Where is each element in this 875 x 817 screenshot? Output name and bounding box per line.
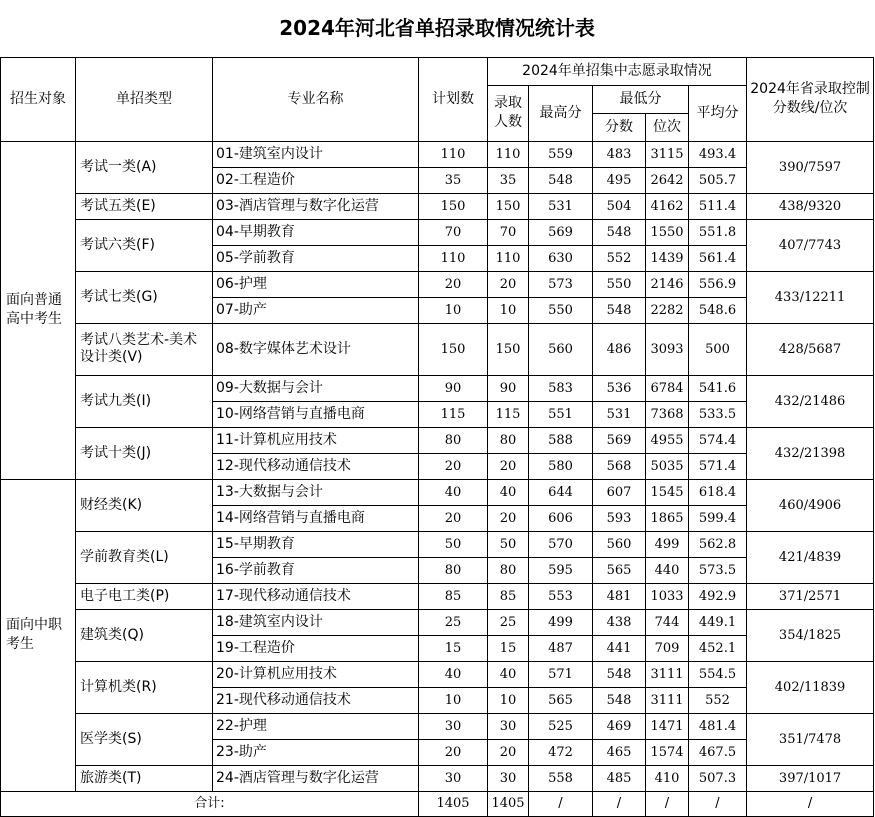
cell-min-score: 485 xyxy=(593,765,646,791)
cell-plan: 110 xyxy=(419,245,488,271)
cell-min-score: 465 xyxy=(593,739,646,765)
cell-max: 583 xyxy=(529,375,593,401)
cell-avg: 541.6 xyxy=(689,375,747,401)
cell-control: 407/7743 xyxy=(747,219,874,271)
cell-type: 考试十类(J) xyxy=(76,427,213,479)
cell-major: 06-护理 xyxy=(213,271,419,297)
cell-min-rank: 744 xyxy=(646,609,689,635)
cell-avg: 493.4 xyxy=(689,141,747,167)
table-row xyxy=(1,661,874,687)
cell-max: 550 xyxy=(529,297,593,323)
cell-major: 09-大数据与会计 xyxy=(213,375,419,401)
header-admitted: 录取人数 xyxy=(488,85,529,141)
cell-type: 考试六类(F) xyxy=(76,219,213,271)
cell-admitted: 80 xyxy=(488,557,529,583)
cell-control: 390/7597 xyxy=(747,141,874,193)
cell-major: 01-建筑室内设计 xyxy=(213,141,419,167)
cell-type: 计算机类(R) xyxy=(76,661,213,713)
cell-min-rank: 709 xyxy=(646,635,689,661)
cell-max: 630 xyxy=(529,245,593,271)
cell-avg: 449.1 xyxy=(689,609,747,635)
cell-admitted: 20 xyxy=(488,271,529,297)
cell-avg: 554.5 xyxy=(689,661,747,687)
cell-min-rank: 7368 xyxy=(646,401,689,427)
cell-avg: 467.5 xyxy=(689,739,747,765)
cell-min-score: 593 xyxy=(593,505,646,531)
cell-plan: 150 xyxy=(419,323,488,375)
cell-admitted: 20 xyxy=(488,505,529,531)
cell-major: 16-学前教育 xyxy=(213,557,419,583)
header-max: 最高分 xyxy=(529,85,593,141)
table-row xyxy=(1,479,874,505)
cell-major: 05-学前教育 xyxy=(213,245,419,271)
cell-admitted: 10 xyxy=(488,687,529,713)
cell-plan: 20 xyxy=(419,453,488,479)
cell-major: 15-早期教育 xyxy=(213,531,419,557)
cell-avg: 481.4 xyxy=(689,713,747,739)
cell-min-score: 550 xyxy=(593,271,646,297)
table-row xyxy=(1,583,874,609)
header-admission-group: 2024年单招集中志愿录取情况 xyxy=(488,57,747,85)
cell-avg: 573.5 xyxy=(689,557,747,583)
cell-plan: 10 xyxy=(419,297,488,323)
cell-plan: 30 xyxy=(419,765,488,791)
table-row xyxy=(1,141,874,167)
cell-max: 551 xyxy=(529,401,593,427)
cell-type: 医学类(S) xyxy=(76,713,213,765)
cell-min-rank: 2642 xyxy=(646,167,689,193)
cell-plan: 50 xyxy=(419,531,488,557)
cell-plan: 85 xyxy=(419,583,488,609)
cell-min-rank: 3111 xyxy=(646,661,689,687)
cell-max: 595 xyxy=(529,557,593,583)
table-row xyxy=(1,193,874,219)
cell-min-score: 536 xyxy=(593,375,646,401)
cell-target: 面向中职考生 xyxy=(1,479,76,791)
cell-admitted: 40 xyxy=(488,661,529,687)
header-min-rank: 位次 xyxy=(646,113,689,141)
cell-max: 548 xyxy=(529,167,593,193)
cell-avg: 574.4 xyxy=(689,427,747,453)
cell-avg: 548.6 xyxy=(689,297,747,323)
cell-admitted: 30 xyxy=(488,765,529,791)
cell-avg: 599.4 xyxy=(689,505,747,531)
total-admitted: 1405 xyxy=(488,791,529,816)
cell-admitted: 85 xyxy=(488,583,529,609)
table-row xyxy=(1,531,874,557)
cell-admitted: 30 xyxy=(488,713,529,739)
cell-admitted: 35 xyxy=(488,167,529,193)
cell-plan: 20 xyxy=(419,505,488,531)
cell-control: 351/7478 xyxy=(747,713,874,765)
table-body xyxy=(1,141,874,816)
cell-major: 17-现代移动通信技术 xyxy=(213,583,419,609)
header-major: 专业名称 xyxy=(213,57,419,141)
cell-avg: 551.8 xyxy=(689,219,747,245)
cell-admitted: 15 xyxy=(488,635,529,661)
cell-major: 22-护理 xyxy=(213,713,419,739)
header-plan: 计划数 xyxy=(419,57,488,141)
cell-avg: 556.9 xyxy=(689,271,747,297)
cell-admitted: 70 xyxy=(488,219,529,245)
cell-plan: 30 xyxy=(419,713,488,739)
cell-admitted: 90 xyxy=(488,375,529,401)
cell-min-rank: 3115 xyxy=(646,141,689,167)
cell-plan: 80 xyxy=(419,557,488,583)
cell-major: 04-早期教育 xyxy=(213,219,419,245)
cell-avg: 505.7 xyxy=(689,167,747,193)
cell-major: 12-现代移动通信技术 xyxy=(213,453,419,479)
cell-min-rank: 1574 xyxy=(646,739,689,765)
cell-min-score: 531 xyxy=(593,401,646,427)
cell-min-score: 481 xyxy=(593,583,646,609)
cell-admitted: 115 xyxy=(488,401,529,427)
cell-target: 面向普通高中考生 xyxy=(1,141,76,479)
table-row xyxy=(1,713,874,739)
cell-min-score: 495 xyxy=(593,167,646,193)
cell-major: 18-建筑室内设计 xyxy=(213,609,419,635)
cell-major: 03-酒店管理与数字化运营 xyxy=(213,193,419,219)
cell-plan: 70 xyxy=(419,219,488,245)
cell-max: 606 xyxy=(529,505,593,531)
page-title: 2024年河北省单招录取情况统计表 xyxy=(1,0,874,57)
cell-min-rank: 499 xyxy=(646,531,689,557)
cell-min-rank: 1033 xyxy=(646,583,689,609)
total-min: / xyxy=(593,791,646,816)
cell-max: 571 xyxy=(529,661,593,687)
total-avg: / xyxy=(689,791,747,816)
header-control: 2024年省录取控制分数线/位次 xyxy=(747,57,874,141)
cell-min-rank: 1439 xyxy=(646,245,689,271)
cell-control: 428/5687 xyxy=(747,323,874,375)
cell-major: 07-助产 xyxy=(213,297,419,323)
cell-plan: 20 xyxy=(419,739,488,765)
table-row xyxy=(1,427,874,453)
cell-type: 考试一类(A) xyxy=(76,141,213,193)
cell-plan: 35 xyxy=(419,167,488,193)
cell-avg: 452.1 xyxy=(689,635,747,661)
cell-min-score: 438 xyxy=(593,609,646,635)
header-min-group: 最低分 xyxy=(593,85,689,113)
cell-min-rank: 5035 xyxy=(646,453,689,479)
cell-max: 644 xyxy=(529,479,593,505)
cell-max: 499 xyxy=(529,609,593,635)
cell-min-score: 607 xyxy=(593,479,646,505)
cell-type: 财经类(K) xyxy=(76,479,213,531)
cell-max: 573 xyxy=(529,271,593,297)
cell-min-rank: 2146 xyxy=(646,271,689,297)
cell-avg: 561.4 xyxy=(689,245,747,271)
cell-max: 569 xyxy=(529,219,593,245)
cell-admitted: 10 xyxy=(488,297,529,323)
cell-major: 02-工程造价 xyxy=(213,167,419,193)
cell-admitted: 20 xyxy=(488,739,529,765)
cell-plan: 15 xyxy=(419,635,488,661)
total-control: / xyxy=(747,791,874,816)
cell-min-score: 441 xyxy=(593,635,646,661)
cell-admitted: 25 xyxy=(488,609,529,635)
cell-admitted: 110 xyxy=(488,245,529,271)
cell-type: 考试九类(I) xyxy=(76,375,213,427)
table-row xyxy=(1,219,874,245)
cell-major: 08-数字媒体艺术设计 xyxy=(213,323,419,375)
cell-major: 10-网络营销与直播电商 xyxy=(213,401,419,427)
cell-max: 559 xyxy=(529,141,593,167)
cell-major: 19-工程造价 xyxy=(213,635,419,661)
table-row xyxy=(1,271,874,297)
cell-admitted: 40 xyxy=(488,479,529,505)
cell-min-score: 548 xyxy=(593,687,646,713)
cell-control: 432/21486 xyxy=(747,375,874,427)
cell-min-score: 548 xyxy=(593,661,646,687)
header-type: 单招类型 xyxy=(76,57,213,141)
cell-plan: 90 xyxy=(419,375,488,401)
cell-max: 525 xyxy=(529,713,593,739)
cell-control: 402/11839 xyxy=(747,661,874,713)
cell-major: 14-网络营销与直播电商 xyxy=(213,505,419,531)
cell-plan: 25 xyxy=(419,609,488,635)
cell-min-rank: 1545 xyxy=(646,479,689,505)
cell-max: 570 xyxy=(529,531,593,557)
cell-type: 考试八类艺术-美术设计类(V) xyxy=(76,323,213,375)
cell-major: 21-现代移动通信技术 xyxy=(213,687,419,713)
cell-min-rank: 2282 xyxy=(646,297,689,323)
cell-min-score: 569 xyxy=(593,427,646,453)
cell-plan: 150 xyxy=(419,193,488,219)
cell-avg: 507.3 xyxy=(689,765,747,791)
cell-admitted: 150 xyxy=(488,323,529,375)
cell-min-score: 568 xyxy=(593,453,646,479)
cell-min-score: 469 xyxy=(593,713,646,739)
cell-admitted: 80 xyxy=(488,427,529,453)
cell-control: 354/1825 xyxy=(747,609,874,661)
cell-major: 24-酒店管理与数字化运营 xyxy=(213,765,419,791)
cell-min-rank: 3111 xyxy=(646,687,689,713)
cell-plan: 115 xyxy=(419,401,488,427)
total-label: 合计: xyxy=(1,791,419,816)
table-row xyxy=(1,323,874,375)
cell-control: 460/4906 xyxy=(747,479,874,531)
cell-admitted: 50 xyxy=(488,531,529,557)
cell-min-rank: 410 xyxy=(646,765,689,791)
cell-avg: 571.4 xyxy=(689,453,747,479)
cell-control: 371/2571 xyxy=(747,583,874,609)
cell-max: 558 xyxy=(529,765,593,791)
cell-major: 20-计算机应用技术 xyxy=(213,661,419,687)
cell-plan: 110 xyxy=(419,141,488,167)
cell-min-rank: 1550 xyxy=(646,219,689,245)
cell-min-rank: 1865 xyxy=(646,505,689,531)
cell-min-score: 504 xyxy=(593,193,646,219)
cell-min-score: 486 xyxy=(593,323,646,375)
table-row xyxy=(1,375,874,401)
cell-max: 560 xyxy=(529,323,593,375)
cell-admitted: 20 xyxy=(488,453,529,479)
cell-type: 建筑类(Q) xyxy=(76,609,213,661)
cell-max: 531 xyxy=(529,193,593,219)
cell-plan: 10 xyxy=(419,687,488,713)
cell-avg: 511.4 xyxy=(689,193,747,219)
cell-min-rank: 4955 xyxy=(646,427,689,453)
cell-plan: 40 xyxy=(419,661,488,687)
cell-avg: 552 xyxy=(689,687,747,713)
cell-min-rank: 440 xyxy=(646,557,689,583)
total-max: / xyxy=(529,791,593,816)
cell-max: 553 xyxy=(529,583,593,609)
cell-major: 23-助产 xyxy=(213,739,419,765)
cell-type: 旅游类(T) xyxy=(76,765,213,791)
table-row xyxy=(1,765,874,791)
cell-control: 421/4839 xyxy=(747,531,874,583)
cell-type: 电子电工类(P) xyxy=(76,583,213,609)
header-min-score: 分数 xyxy=(593,113,646,141)
cell-control: 432/21398 xyxy=(747,427,874,479)
cell-control: 438/9320 xyxy=(747,193,874,219)
cell-max: 472 xyxy=(529,739,593,765)
cell-min-score: 548 xyxy=(593,219,646,245)
cell-min-rank: 6784 xyxy=(646,375,689,401)
cell-avg: 562.8 xyxy=(689,531,747,557)
cell-major: 13-大数据与会计 xyxy=(213,479,419,505)
cell-avg: 500 xyxy=(689,323,747,375)
cell-min-rank: 4162 xyxy=(646,193,689,219)
cell-min-rank: 3093 xyxy=(646,323,689,375)
header-avg: 平均分 xyxy=(689,85,747,141)
cell-control: 433/12211 xyxy=(747,271,874,323)
cell-type: 学前教育类(L) xyxy=(76,531,213,583)
cell-min-score: 565 xyxy=(593,557,646,583)
cell-avg: 618.4 xyxy=(689,479,747,505)
cell-min-rank: 1471 xyxy=(646,713,689,739)
cell-major: 11-计算机应用技术 xyxy=(213,427,419,453)
cell-avg: 533.5 xyxy=(689,401,747,427)
cell-min-score: 552 xyxy=(593,245,646,271)
cell-type: 考试七类(G) xyxy=(76,271,213,323)
cell-admitted: 110 xyxy=(488,141,529,167)
cell-type: 考试五类(E) xyxy=(76,193,213,219)
total-plan: 1405 xyxy=(419,791,488,816)
cell-plan: 80 xyxy=(419,427,488,453)
table-row xyxy=(1,609,874,635)
total-rank: / xyxy=(646,791,689,816)
cell-min-score: 560 xyxy=(593,531,646,557)
cell-plan: 40 xyxy=(419,479,488,505)
cell-min-score: 548 xyxy=(593,297,646,323)
cell-plan: 20 xyxy=(419,271,488,297)
cell-admitted: 150 xyxy=(488,193,529,219)
cell-max: 580 xyxy=(529,453,593,479)
header-target: 招生对象 xyxy=(1,57,76,141)
cell-min-score: 483 xyxy=(593,141,646,167)
cell-max: 565 xyxy=(529,687,593,713)
cell-max: 487 xyxy=(529,635,593,661)
cell-max: 588 xyxy=(529,427,593,453)
cell-avg: 492.9 xyxy=(689,583,747,609)
cell-control: 397/1017 xyxy=(747,765,874,791)
